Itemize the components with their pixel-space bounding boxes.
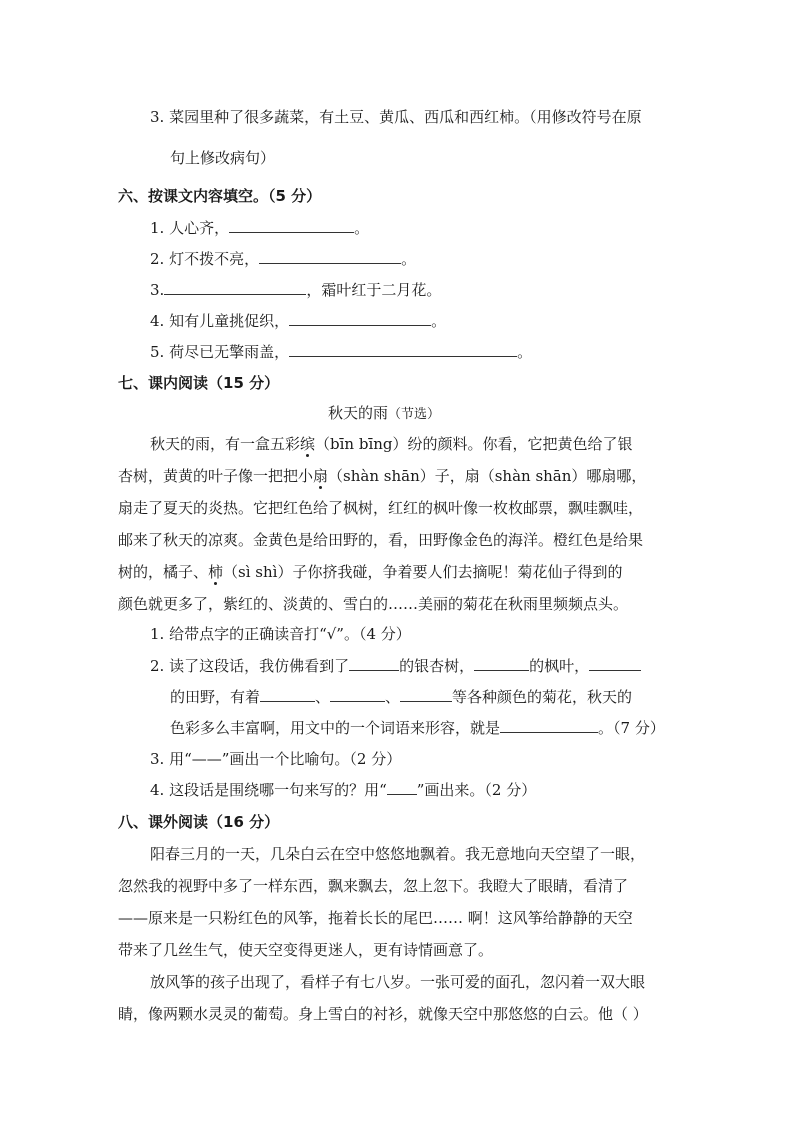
section-8-heading: 八、课外阅读（16 分）	[118, 813, 280, 831]
s6-q1-blank[interactable]	[229, 218, 354, 233]
s7-p1-line3: 扇走了夏天的炎热。它把红色给了枫树，红红的枫叶像一枚枚邮票，飘哇飘哇，	[118, 499, 644, 517]
s8-p1-line4: 带来了几丝生气，使天空变得更迷人，更有诗情画意了。	[118, 941, 494, 959]
s7-p1-line6: 颜色就更多了，紫红的、淡黄的、雪白的……美丽的菊花在秋雨里频频点头。	[118, 595, 629, 613]
s8-p2-line2: 睛，像两颗水灵灵的葡萄。身上雪白的衬衫，就像天空中那悠悠的白云。他（ ）	[118, 1005, 648, 1023]
dotted-char-shi: 柿	[208, 563, 224, 581]
s7-p1-line4: 邮来了秋天的凉爽。金黄色是给田野的，看，田野像金色的海洋。橙红色是给果	[118, 531, 644, 549]
s7-p1-line5: 树的，橘子、柿（sì shì）子你挤我碰，争着要人们去摘呢！菊花仙子得到的	[118, 563, 623, 581]
dotted-char-bin: 缤	[300, 435, 316, 453]
s7-q2-blank-field[interactable]	[589, 656, 641, 671]
s7-q1: 1. 给带点字的正确读音打“√”。（4 分）	[150, 625, 411, 643]
s7-q3: 3. 用“——”画出一个比喻句。（2 分）	[150, 750, 402, 768]
s8-p2-line1: 放风筝的孩子出现了，看样子有七八岁。一张可爱的面孔，忽闪着一双大眼	[150, 973, 646, 991]
s7-q2-blank-maple[interactable]	[474, 656, 529, 671]
s7-p1-line1: 秋天的雨，有一盒五彩缤（bīn bīng）纷的颜料。你看，它把黄色给了银	[150, 435, 633, 453]
s7-q2-line3: 色彩多么丰富啊，用文中的一个词语来形容，就是 。（7 分）	[170, 719, 665, 737]
s6-q4-blank[interactable]	[289, 311, 431, 326]
s6-q4: 4. 知有儿童挑促织， 。	[150, 312, 447, 330]
s5-item3-line2: 句上修改病句）	[170, 149, 276, 167]
dotted-char-shan: 扇	[313, 467, 329, 485]
section-6-heading: 六、按课文内容填空。（5 分）	[118, 187, 322, 205]
s7-p1-line2: 杏树，黄黄的叶子像一把把小扇（shàn shān）子，扇（shàn shān）哪扇哪，	[118, 467, 647, 485]
s6-q5: 5. 荷尽已无擎雨盖， 。	[150, 343, 533, 361]
s6-q3-blank[interactable]	[164, 280, 306, 295]
s8-p1-line1: 阳春三月的一天，几朵白云在空中悠悠地飘着。我无意地向天空望了一眼，	[150, 845, 646, 863]
s6-q2-blank[interactable]	[259, 249, 401, 264]
s6-q3: 3. ，霜叶红于二月花。	[150, 281, 442, 299]
s7-q2-blank-color2[interactable]	[330, 687, 385, 702]
s7-q2-line1: 2. 读了这段话，我仿佛看到了 的银杏树， 的枫叶，	[150, 656, 641, 676]
section-7-heading: 七、课内阅读（15 分）	[118, 374, 280, 392]
s8-p1-line3: ——原来是一只粉红色的风筝，拖着长长的尾巴…… 啊！这风筝给静静的天空	[118, 909, 633, 927]
s6-q5-blank[interactable]	[289, 342, 517, 357]
s7-q2-line2: 的田野，有着 、 、 等各种颜色的菊花，秋天的	[170, 688, 633, 706]
s7-q4: 4. 这段话是围绕哪一句来写的？用“ ”画出来。（2 分）	[150, 781, 537, 799]
s7-q2-blank-color1[interactable]	[260, 687, 315, 702]
s8-p1-line2: 忽然我的视野中多了一样东西，飘来飘去，忽上忽下。我瞪大了眼睛，看清了	[118, 877, 629, 895]
s7-q2-blank-ginkgo[interactable]	[349, 656, 399, 671]
s5-item3-line1: 3. 菜园里种了很多蔬菜，有土豆、黄瓜、西瓜和西红柿。（用修改符号在原	[150, 108, 642, 126]
s7-q4-underline-mark	[387, 780, 417, 795]
s6-q2: 2. 灯不拨不亮， 。	[150, 250, 417, 268]
s6-q1: 1. 人心齐， 。	[150, 219, 370, 237]
s7-q2-blank-color3[interactable]	[400, 687, 452, 702]
passage-title: 秋天的雨（节选）	[328, 404, 441, 422]
s7-q2-blank-word[interactable]	[500, 718, 598, 733]
